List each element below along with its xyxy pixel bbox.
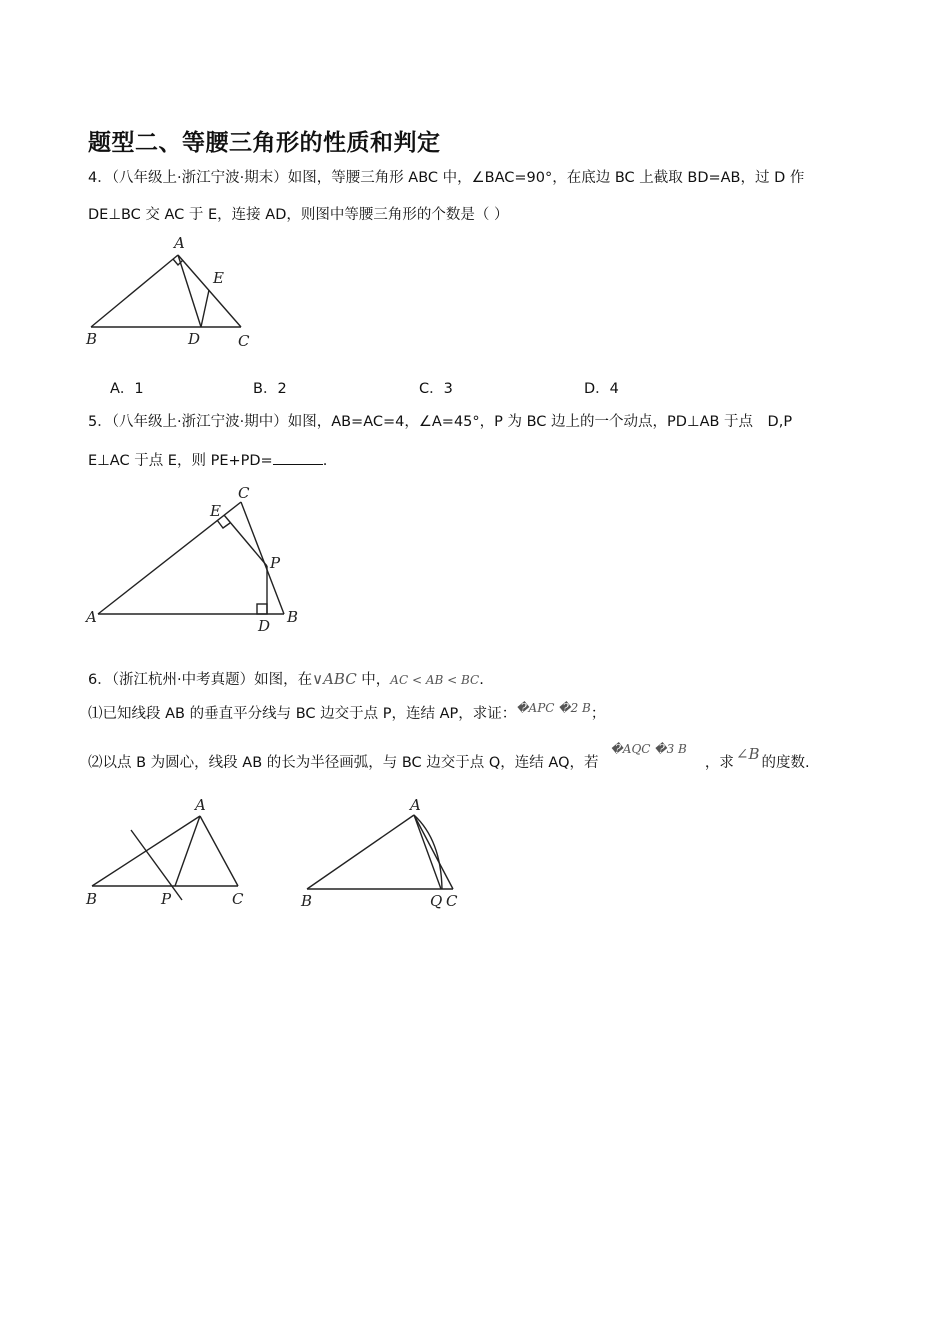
q5-label-a: A (86, 608, 97, 626)
q5-figure (80, 484, 310, 634)
q6f1-label-p: P (161, 890, 172, 908)
q6-stem-end: . (479, 672, 484, 688)
q6f2-label-q: Q (430, 892, 443, 910)
q5-stem-line2-end: . (322, 453, 328, 469)
section-title: 题型二、等腰三角形的性质和判定 (88, 130, 441, 156)
q4-segment-ad (178, 255, 201, 327)
q4-label-e: E (213, 269, 224, 287)
q6f2-side-ac (414, 815, 453, 889)
q6-part1 (88, 701, 606, 724)
q6f1-label-a: A (195, 796, 206, 814)
q5-stem-line1: 5．（八年级上·浙江宁波·期中）如图，AB=AC=4，∠A=45°，P 为 BC 边上的一个动点，PD⊥AB 于点 D,P (88, 414, 793, 430)
q6-inequality: AC < AB < BC (390, 673, 480, 687)
q6f1-perpendicular-bisector (131, 830, 182, 900)
q4-side-ac (178, 255, 241, 327)
q6-part2 (88, 742, 810, 773)
q4-stem-line1: 4．（八年级上·浙江宁波·期末）如图，等腰三角形 ABC 中，∠BAC=90°，在底边 BC 上截取 BD=AB，过 D 作 (88, 170, 805, 186)
q4-option-b[interactable]: B．2 (253, 381, 287, 397)
q4-label-a: A (174, 234, 185, 252)
q4-option-a[interactable]: A．1 (110, 381, 144, 397)
q6-stem-line1 (88, 669, 484, 690)
q4-label-c: C (238, 332, 250, 350)
q6-part1-math: �APC �2 B (516, 701, 591, 715)
q6-stem-text: 6．（浙江杭州·中考真题）如图，在 (88, 672, 313, 688)
q6f2-label-b: B (301, 892, 313, 910)
q6-part2-mid: ，求 (704, 755, 734, 771)
q6-part1-text: ⑴已知线段 AB 的垂直平分线与 BC 边交于点 P，连结 AP，求证： (88, 706, 517, 722)
q6f2-label-c: C (446, 892, 458, 910)
q6f1-segment-ap (175, 816, 200, 886)
q6-part2-text: ⑵以点 B 为圆心，线段 AB 的长为半径画弧，与 BC 边交于点 Q，连结 AQ，若 (88, 755, 599, 771)
q5-label-e: E (210, 502, 221, 520)
q6f2-label-a: A (410, 796, 421, 814)
q5-answer-blank[interactable] (273, 450, 323, 465)
q6-part2-end: 的度数. (761, 755, 810, 771)
q6f1-label-b: B (86, 890, 98, 908)
q4-segment-de (201, 290, 209, 327)
q4-stem-line2: DE⊥BC 交 AC 于 E，连接 AD，则图中等腰三角形的个数是（ ） (88, 207, 509, 223)
q6f1-side-ac (200, 816, 238, 886)
q5-right-angle-e (217, 520, 230, 528)
q5-label-c: C (238, 484, 250, 502)
q6-stem-mid: 中， (356, 672, 391, 688)
q6f2-side-ab (307, 815, 414, 889)
q6f1-label-c: C (232, 890, 244, 908)
q5-label-d: D (258, 617, 271, 635)
q4-option-d[interactable]: D．4 (584, 381, 619, 397)
q6-part2-math1: �AQC �3 B (610, 742, 687, 756)
q5-stem-line2 (88, 450, 327, 471)
q4-label-b: B (86, 330, 98, 348)
q6-part2-angle-b: ∠B (735, 745, 760, 763)
q6-triangle-abc: ∨ABC (312, 670, 357, 688)
q4-figure (80, 232, 270, 352)
q5-label-p: P (270, 554, 281, 572)
q5-segment-pe (224, 515, 267, 566)
q5-label-b: B (287, 608, 299, 626)
q6-part1-end: ； (590, 706, 606, 722)
q5-right-angle-d (257, 604, 267, 614)
q4-label-d: D (188, 330, 201, 348)
q4-option-c[interactable]: C．3 (419, 381, 453, 397)
q6-figure-2 (295, 796, 475, 916)
q6-figure-1 (80, 794, 270, 914)
q5-stem-line2-text: E⊥AC 于点 E，则 PE+PD= (88, 453, 273, 469)
q4-side-ab (91, 255, 178, 327)
